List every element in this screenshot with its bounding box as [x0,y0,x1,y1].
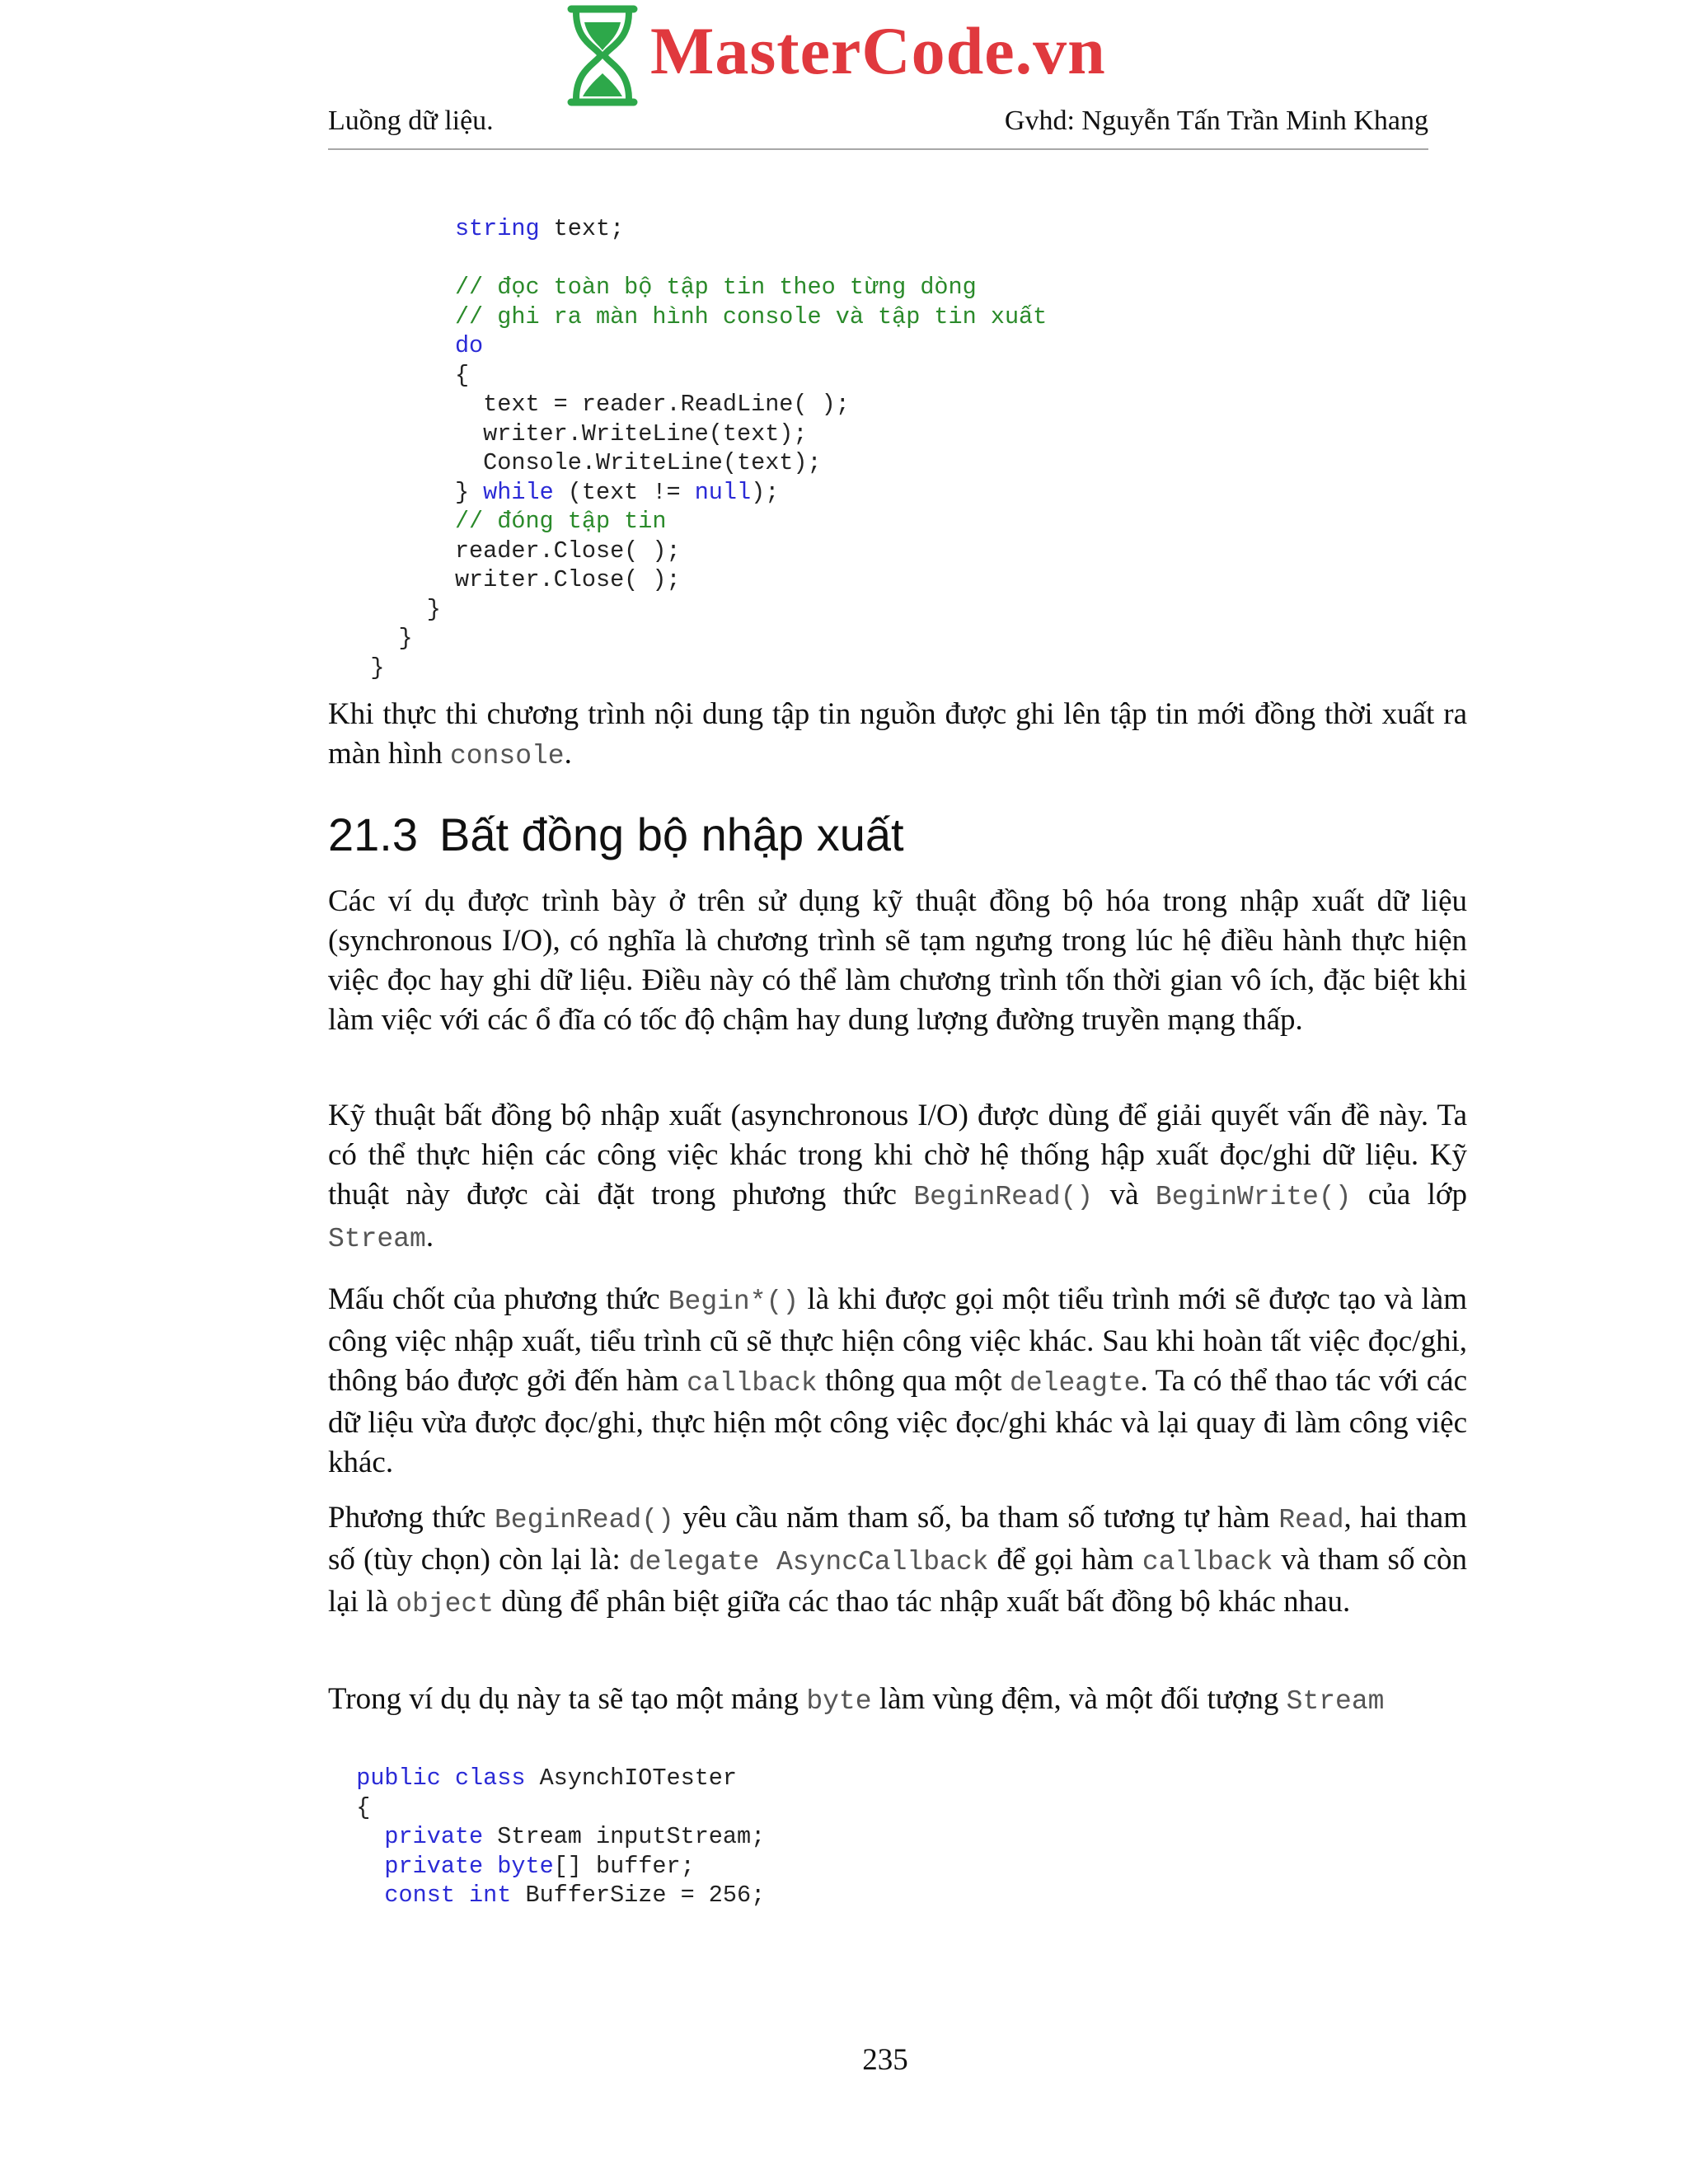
paragraph-begin-methods [328,1280,1467,1483]
paragraph-text: làm vùng đệm, và một đối tượng [871,1682,1287,1716]
paragraph-text: để gọi hàm [988,1543,1142,1577]
code-text: (text != [553,478,695,506]
code-line [328,244,1047,274]
code-line [328,390,1047,419]
inline-code: console [449,741,565,771]
code-line [328,302,1047,332]
paragraph-text: và [1093,1178,1156,1212]
logo-text: MasterCode.vn [650,12,1106,88]
paragraph-text: Khi thực thi chương trình nội dung tập tin nguồn được ghi lên tập tin mới đồng thời xuất ra màn hình [328,697,1467,771]
inline-code: BeginRead() [494,1505,674,1535]
code-line [328,419,1047,449]
paragraph-text: , hai tham số (tùy chọn) còn lại là: [328,1501,1468,1577]
inline-code: byte [806,1686,872,1717]
code-keyword: while [483,478,554,506]
code-keyword: class [454,1765,526,1792]
code-text: writer.WriteLine(text); [483,419,808,448]
code-line [328,331,1047,361]
code-text [483,1853,497,1880]
code-block-async-tester [328,1764,765,1910]
inline-code: callback [1142,1547,1273,1577]
paragraph-text: dùng để phân biệt giữa các thao tác nhập xuất bất đồng bộ khác nhau. [494,1585,1351,1619]
code-text: writer.Close( ); [454,566,681,593]
code-keyword: const [384,1882,455,1909]
inline-code: BeginRead() [913,1182,1094,1212]
code-comment: // ghi ra màn hình console và tập tin xuất [454,302,1048,330]
code-comment: // đọc toàn bộ tập tin theo từng dòng [454,274,977,301]
code-text [455,1882,469,1909]
code-line [328,1764,765,1793]
paragraph-text: Phương thức [328,1501,495,1535]
section-title: Bất đồng bộ nhập xuất [439,808,904,860]
code-line [328,1793,765,1823]
code-keyword: byte [497,1852,554,1880]
paragraph-text: Trong ví dụ dụ này ta sẽ tạo một mảng [328,1682,807,1716]
code-line [328,537,1047,566]
code-keyword: do [454,332,484,359]
code-keyword: string [454,215,540,242]
code-text [441,1765,455,1792]
paragraph-text: . Ta có thể thao tác với các dữ liệu vừa được đọc/ghi, thực hiện một công việc đọc/ghi khác và lại quay đi làm công việc khác. [328,1364,1468,1479]
inline-code: deleagte [1010,1368,1141,1399]
inline-code: Stream [328,1224,426,1254]
code-line [328,565,1047,595]
paragraph-example-intro [328,1680,1467,1722]
paragraph-text: yêu cầu năm tham số, ba tham số tương tự hàm [673,1501,1279,1535]
paragraph-text: Kỹ thuật bất đồng bộ nhập xuất (asynchronous I/O) được dùng để giải quyết vấn đề này. Ta có thể thực hiện các công việc khác trong khi chờ hệ thống hập xuất đọc/ghi dữ liệu. Kỹ thuật này được cài đặt trong phương thức [328,1099,1467,1212]
paragraph-synchronous-io [328,882,1467,1040]
header-chapter-title: Luồng dữ liệu. [328,105,494,136]
hourglass-icon [565,4,640,107]
inline-code: BeginWrite() [1155,1182,1352,1212]
paragraph-execution-note [328,695,1467,776]
section-heading [328,808,904,861]
paragraph-text: thông qua một [817,1364,1010,1398]
code-line [328,273,1047,302]
code-keyword: null [694,478,752,506]
inline-code: delegate AsyncCallback [628,1547,989,1577]
code-line [328,361,1047,391]
code-line [328,595,1047,625]
code-text: reader.Close( ); [454,537,681,565]
code-text: { [454,361,470,389]
code-block-read-write [328,214,1047,682]
code-text: AsynchIOTester [525,1765,738,1792]
code-line [328,507,1047,537]
code-keyword: int [469,1882,512,1909]
code-text: text; [539,215,625,242]
logo [565,0,1106,111]
header-instructor: Gvhd: Nguyễn Tấn Trần Minh Khang [1004,105,1428,136]
code-text: BufferSize = 256; [511,1882,766,1909]
paragraph-text: . [564,737,572,771]
code-line [328,1881,765,1910]
paragraph-text: Các ví dụ được trình bày ở trên sử dụng kỹ thuật đồng bộ hóa trong nhập xuất dữ liệu (synchronous I/O), có nghĩa là chương trình sẽ tạm ngưng trong lúc hệ điều hành thực hiện việc đọc hay ghi dữ liệu. Điều này có thể làm chương trình tốn thời gian vô ích, đặc biệt khi làm việc với các ổ đĩa có tốc độ chậm hay dung lượng đường truyền mạng thấp. [328,884,1467,1037]
code-text: Console.WriteLine(text); [483,449,822,476]
code-line [328,654,1047,683]
code-text: ); [751,478,780,506]
code-text: text = reader.ReadLine( ); [483,391,850,418]
code-line [328,214,1047,244]
paragraph-text: . [425,1220,434,1254]
code-text: } [370,654,385,682]
code-line [328,448,1047,478]
inline-code: callback [687,1368,818,1399]
header-divider [328,148,1428,150]
code-keyword: private [384,1852,484,1880]
code-text: } [398,625,413,652]
code-text: Stream inputStream; [483,1823,766,1850]
code-text: { [356,1793,371,1821]
code-text: [] buffer; [553,1852,695,1880]
code-line [328,1852,765,1882]
code-keyword: public [356,1765,441,1792]
code-line [328,1822,765,1852]
section-number: 21.3 [328,808,418,860]
paragraph-text: Mấu chốt của phương thức [328,1282,668,1316]
code-line [328,478,1047,508]
paragraph-text: là khi được gọi một tiểu trình mới sẽ được tạo và làm công việc nhập xuất, tiểu trình cũ sẽ thực hiện công việc khác. Sau khi hoàn tất việc đọc/ghi, thông báo được gởi đến hàm [328,1282,1467,1398]
code-text: } [454,478,484,506]
code-keyword: private [384,1823,484,1850]
page-number: 235 [862,2043,908,2077]
inline-code: Begin*() [668,1286,799,1317]
code-line [328,624,1047,654]
code-comment: // đóng tập tin [454,508,667,535]
inline-code: Stream [1286,1686,1385,1717]
paragraph-beginread-params [328,1498,1467,1624]
inline-code: Read [1278,1505,1344,1535]
inline-code: object [396,1589,495,1619]
paragraph-text: của lớp [1351,1178,1467,1212]
paragraph-asynchronous-io [328,1096,1467,1259]
code-text: } [426,595,441,623]
paragraph-text: và tham số còn lại là [328,1543,1467,1619]
